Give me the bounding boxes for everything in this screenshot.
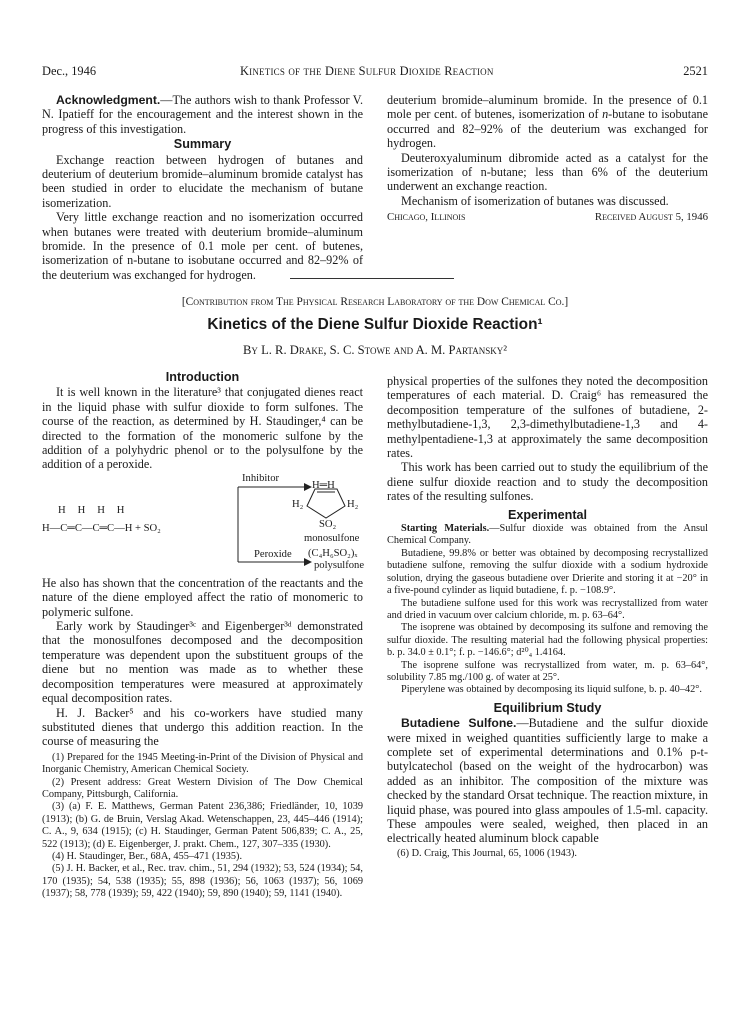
summary-paragraph-2: Very little exchange reaction and no isomerization occurred when butanes were treated with deuterium bromide–aluminum bromide. In the presence of 0.1 mole per cent. of butenes, isomerization of n-butane to isobutane occurred and 82–92% of the deuterium was exchanged for hydrogen.: [42, 210, 363, 282]
prev-article-left-column: [42, 93, 363, 282]
experimental-heading: Experimental: [507, 507, 588, 522]
butadiene-paragraph: Butadiene, 99.8% or better was obtained by decomposing recrystallized butadiene sulfone, removing the sulfur dioxide with a sodium hydroxide solution, drying the gaseous butadiene over Drierite and storing it at −20° in a five-pound cylinder as liquid butadiene, f. p. −108.9°.: [387, 547, 708, 597]
footnote-6: (6) D. Craig, This Journal, 65, 1006 (1943).: [397, 847, 577, 859]
summary-paragraph-4: Mechanism of isomerization of butanes was discussed.: [401, 193, 669, 208]
location-text: Chicago, Illinois: [387, 211, 466, 224]
reactant-chain: H—C═C—C═C—H + SO₂: [42, 522, 161, 534]
butadiene-sulfone-heading: Butadiene Sulfone.: [401, 716, 517, 731]
summary-heading: Summary: [173, 137, 232, 152]
left-column: [42, 369, 363, 901]
intro-paragraph-3: Early work by Staudinger³ᶜ and Eigenberger³ᵈ demonstrated that the monosulfones decomposed and the decomposition temperature was dependent upon the substituent groups of the diene but no mention was made as to whether these decomposition temperatures were measured at approximately equal decomposition rates.: [42, 619, 363, 706]
isoprene-sulfone-paragraph: The isoprene sulfone was recrystallized from water, m. p. 63–64°, solubility 7.85 mg./100 g. of water at 25°.: [387, 659, 708, 683]
footnote-3: (3) (a) F. E. Matthews, German Patent 236,386; Friedländer, 10, 1039 (1913); (b) G. de Bruin, Verslag Akad. Wetenschappen, 23, 445–446 (1914); C. A., 9, 634 (1915); (c) H. Staudinger, German Patent 506,839; C. A., 25, 522 (1913); (d) E. Eigenberger, J. prakt. Chem., 127, 307–335 (1930).: [42, 801, 363, 850]
acknowledgment-paragraph: [42, 93, 363, 136]
summary-paragraph-2-continued: deuterium bromide–aluminum bromide. In the presence of 0.1 mole per cent. of butenes, isomerization of n-butane to isobutane occurred and 82–92% of the deuterium was exchanged for hydrogen.: [387, 93, 708, 151]
article-end-line: [387, 210, 708, 226]
butadiene-sulfone-paragraph: The butadiene sulfone used for this work was recrystallized from water and dried in vacuum over calcium chloride, m. p. 63–64°.: [387, 597, 708, 621]
isoprene-paragraph: The isoprene was obtained by decomposing its sulfone and removing the sulfur dioxide. The resulting material had the following physical properties: b. p. 34.0 ± 0.1°; f. p. −146.6°; d²⁰₄ 1.4164.: [387, 622, 708, 659]
received-date: Received August 5, 1946: [594, 211, 708, 224]
reactant-hydrogens: H H H H: [58, 504, 126, 516]
equilibrium-heading: Equilibrium Study: [493, 700, 602, 715]
footnotes: [42, 752, 363, 901]
right-column: [387, 374, 708, 860]
article-title: Kinetics of the Diene Sulfur Dioxide Reaction¹: [207, 316, 543, 333]
prev-article-right-column: [387, 93, 708, 226]
intro-paragraph-1: It is well known in the literature³ that conjugated dienes react in the liquid phase with sulfur dioxide to form sulfones. The course of the reaction, as determined by H. Staudinger,⁴ can be directed to the formation of the monomeric sulfone by the addition of a polyhydric phenol or to the polysulfone by the addition of a peroxide.: [42, 385, 363, 472]
ring-left-atoms: H₂: [292, 498, 304, 510]
starting-materials-paragraph: [387, 523, 708, 548]
article-separator: [290, 278, 454, 279]
page-number: 2521: [683, 64, 708, 78]
intro-paragraph-2: He also has shown that the concentration of the reactants and the nature of the diene employed affect the ratio of monomeric to polymeric sulfone.: [42, 575, 363, 619]
peroxide-label: Peroxide: [254, 548, 292, 560]
right-paragraph-1: physical properties of the sulfones they noted the decomposition temperatures of each material. D. Craig⁶ has remeasured the decomposition temperature of the sulfones of butadiene, 2-methylbutadiene-1,3, 2,3-dimethylbutadiene-1,3 and 4-methylpentadiene-1,3 at approximately the same decomposition rates.: [387, 374, 708, 461]
footnote-4: (4) H. Staudinger, Ber., 68A, 455–471 (1935).: [52, 850, 243, 862]
ring-sulfonyl: SO₂: [319, 518, 337, 530]
summary-paragraph-3: Deuteroxyaluminum dibromide acted as a catalyst for the isomerization of n-butane; less than 6% of the deuterium underwent an exchange reaction.: [387, 150, 708, 194]
inhibitor-arrowhead: [304, 483, 312, 491]
butadiene-sulfone-study: [387, 716, 708, 846]
footnote-6-block: [387, 848, 708, 860]
header-title: Kinetics of the Diene Sulfur Dioxide Reaction: [240, 64, 494, 78]
piperylene-paragraph: Piperylene was obtained by decomposing its liquid sulfone, b. p. 40–42°.: [401, 684, 702, 696]
acknowledgment-heading: Acknowledgment.: [56, 93, 161, 107]
article-authors: By L. R. Drake, S. C. Stowe and A. M. Partansky²: [243, 343, 507, 357]
starting-materials-text: —Sulfur dioxide was obtained from the Ansul Chemical Company.: [387, 523, 708, 547]
contribution-line: [Contribution from The Physical Research Laboratory of the Dow Chemical Co.]: [181, 296, 569, 308]
header-date: Dec., 1946: [42, 64, 97, 78]
starting-materials: [387, 523, 708, 697]
summary-paragraph-1: Exchange reaction between hydrogen of butanes and deuterium of deuterium bromide–aluminum bromide catalyst has been studied in order to elucidate the mechanism of butane isomerization.: [42, 152, 363, 210]
monosulfone-label: monosulfone: [304, 532, 360, 544]
footnote-5: (5) J. H. Backer, et al., Rec. trav. chim., 51, 294 (1932); 53, 524 (1934); 54, 170 (1935); 54, 538 (1935); 55, 898 (1936); 56, 1063 (1937); 56, 1069 (1937); 58, 778 (1939); 59, 422 (1940); 59, 890 (1940); 59, 1141 (1940).: [42, 863, 363, 900]
footnote-2: (2) Present address: Great Western Division of The Dow Chemical Company, Pittsburgh, California.: [42, 776, 363, 800]
reaction-scheme: [42, 472, 365, 574]
footnote-1: (1) Prepared for the 1945 Meeting-in-Print of the Division of Physical and Inorganic Chemistry, American Chemical Society.: [42, 751, 363, 776]
polysulfone-label: polysulfone: [314, 559, 365, 571]
butadiene-sulfone-text: —Butadiene and the sulfur dioxide were mixed in weighed quantities sufficiently large to make a complete set of experimental determinations and 0.1% p-t-butylcatechol (based on the weight of the hydrocarbon) was added as an inhibitor. The composition of the mixture was checked by the standard Orsat technique. The reaction mixture, in liquid phase, was poured into glass ampoules of 1.5-ml. capacity. These ampoules were sealed, weighed, then placed in an electrically heated aluminum block capable: [387, 716, 709, 846]
introduction-heading: Introduction: [165, 370, 240, 384]
ring-top-atoms: H═H: [312, 479, 335, 491]
acknowledgment-text: —The authors wish to thank Professor V. N. Ipatieff for the encouragement and the interest shown in the progress of this investigation.: [42, 93, 363, 136]
starting-materials-heading: Starting Materials.: [401, 523, 490, 535]
inhibitor-label: Inhibitor: [242, 472, 280, 484]
polymer-formula: (C₄H₆SO₂)ₓ: [308, 547, 358, 559]
ring-right-atoms: H₂: [347, 498, 359, 510]
intro-paragraph-4: H. J. Backer⁵ and his co-workers have studied many substituted dienes that undergo this addition reaction. In the course of measuring the: [42, 705, 363, 749]
running-header: [42, 64, 708, 80]
right-paragraph-2: This work has been carried out to study the equilibrium of the diene sulfur dioxide reaction and to study the decomposition rates of the resulting sulfones.: [387, 460, 708, 504]
